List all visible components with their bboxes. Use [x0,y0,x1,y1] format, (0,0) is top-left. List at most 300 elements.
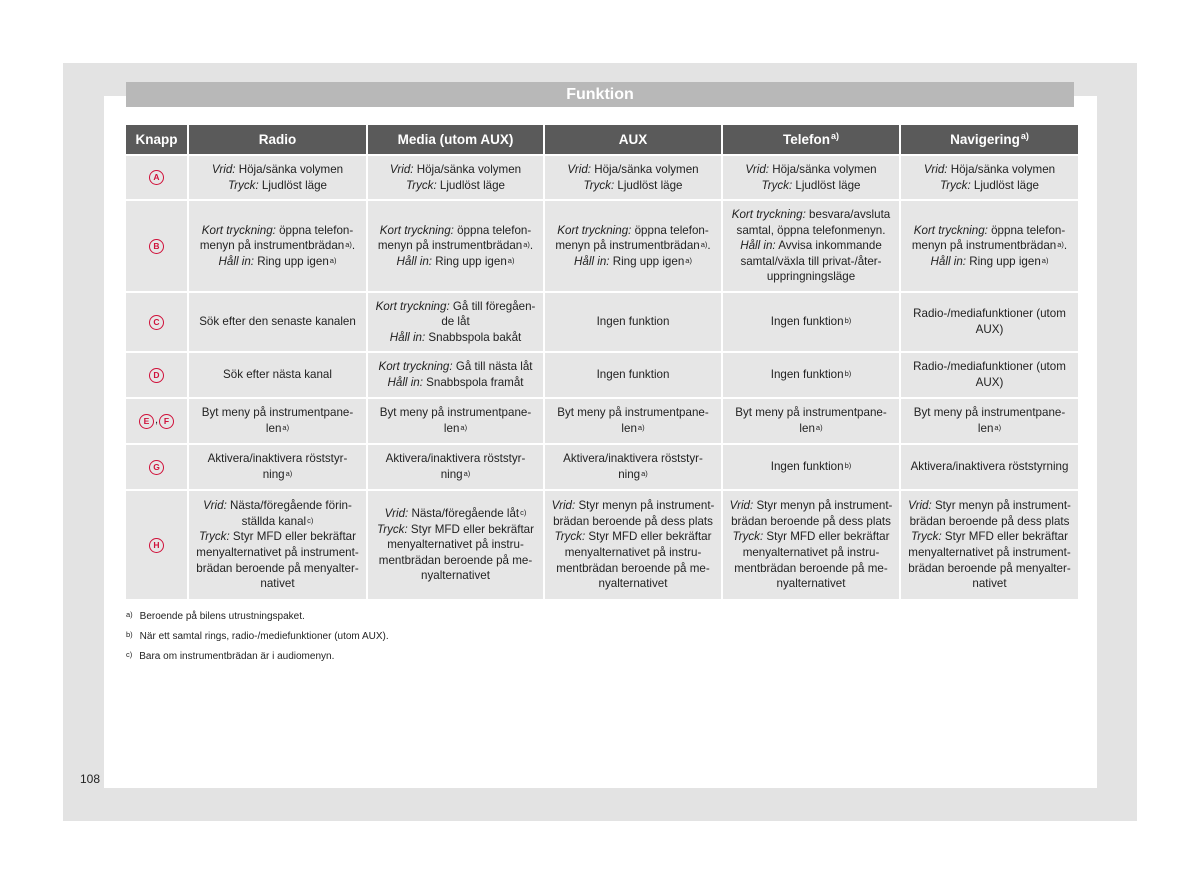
cell-line [373,238,538,254]
cell-line [550,367,716,383]
cell-text: Sök efter nästa kanal [223,368,332,382]
cell-radio [189,399,366,443]
table-row [126,293,1078,351]
footnote-ref: a) [282,423,290,432]
cell-text: ning [262,468,285,481]
cell-text: Byt meny på instrumentpane- [913,406,1066,420]
cell-line [728,576,894,592]
column-header-label: Telefon [782,132,830,147]
cell-text: Höja/sänka volymen [947,162,1056,176]
cell-text: mentbrädan beroende på me- [378,553,533,567]
cell-line [194,223,361,239]
cell-media [368,445,543,489]
button-g-icon: G [149,460,164,475]
cell-aux [545,293,721,351]
cell-line [728,529,894,545]
cell-line [194,162,361,178]
cell-text: Snabbspola framåt [422,376,524,389]
footnote-ref: a) [460,423,468,432]
cell-aux [545,445,721,489]
cell-text: nyalternativet [776,577,846,591]
cell-line [373,568,538,584]
cell-text: öppna telefon- [631,223,709,237]
cell-line [906,459,1073,475]
cell-line [728,459,894,475]
cell-line [194,467,361,483]
cell-text: ning [440,468,463,481]
cell-text: brädan beroende på menyalter- [196,561,359,575]
cell-text: Aktivera/inaktivera röststyr- [385,452,526,466]
cell-line [550,545,716,561]
knapp-cell [126,293,187,351]
cell-text: Styr MFD eller bekräftar [229,530,356,544]
button-c-icon: C [149,315,164,330]
cell-line [728,207,894,223]
action-label: Vrid: [567,162,591,176]
cell-text: Gå till nästa låt [452,360,533,374]
footnote-ref: a) [463,469,471,478]
action-label: Vrid: [389,162,414,176]
cell-text: nativet [972,577,1007,591]
cell-text: Styr MFD eller bekräftar [941,530,1068,544]
cell-text: Höja/sänka volymen [769,162,877,176]
cell-line [906,421,1073,437]
cell-media [368,156,543,199]
footnote-ref: a) [285,469,293,478]
action-label: Tryck: [377,522,408,536]
button-e-icon: E [139,414,154,429]
cell-line [550,254,716,270]
cell-navigering [901,399,1078,443]
cell-line [194,561,361,577]
cell-line [906,359,1073,375]
cell-line [373,299,538,315]
action-label: Tryck: [911,530,942,544]
cell-text: Styr MFD eller bekräftar [407,522,534,536]
cell-line [906,162,1073,178]
cell-line [728,269,894,285]
cell-telefon [723,353,899,397]
cell-line [194,451,361,467]
knapp-cell [126,399,187,443]
button-f-icon: F [159,414,174,429]
action-label: Kort tryckning: [731,208,806,222]
action-label: Håll in: [574,254,610,268]
cell-text: mentbrädan beroende på me- [734,561,888,575]
cell-line [550,238,716,254]
cell-text: uppringningsläge [766,270,856,284]
cell-line [373,405,538,421]
action-label: Tryck: [199,530,230,544]
cell-text: menyalternativet på instrument- [196,546,359,559]
footnote-ref: a) [523,240,530,250]
cell-text: Höja/sänka volymen [235,162,344,176]
cell-line [550,467,716,483]
cell-line [194,367,361,383]
cell-text: len [621,422,637,435]
cell-line [550,405,716,421]
cell-line [373,467,538,483]
cell-line [373,421,538,437]
column-header-label: Knapp [135,132,178,147]
footnote-mark: b) [126,630,133,639]
action-label: Tryck: [583,178,615,192]
cell-navigering [901,201,1078,291]
footnote [126,608,1026,628]
cell-aux [545,491,721,599]
footnote-ref: a) [830,131,839,141]
cell-text: Ingen funktion [596,315,670,329]
action-label: Håll in: [389,330,426,344]
separator: , [154,414,159,427]
cell-line [550,561,716,577]
footnote-ref: b) [844,316,852,326]
cell-radio [189,491,366,599]
knapp-cell [126,201,187,291]
cell-text: Ingen funktion [770,460,844,474]
cell-line [728,162,894,178]
cell-line [906,254,1073,270]
column-header-radio [189,125,366,154]
cell-line [550,514,716,530]
cell-text: Styr menyn på instrument- [931,499,1071,513]
cell-text: öppna telefon- [987,223,1066,237]
cell-media [368,353,543,397]
cell-navigering [901,445,1078,489]
cell-line [194,405,361,421]
cell-text: brädan beroende på dess plats [909,514,1070,528]
cell-text: Byt meny på instrumentpane- [557,406,709,420]
action-label: Tryck: [227,178,259,192]
cell-aux [545,353,721,397]
cell-line [194,576,361,592]
action-label: Håll in: [396,254,432,268]
action-label: Kort tryckning: [913,223,988,237]
cell-text: Byt meny på instrumentpane- [735,406,887,420]
action-label: Tryck: [405,178,437,192]
cell-radio [189,156,366,199]
cell-text: . [529,239,534,253]
cell-text: ning [618,468,641,481]
cell-aux [545,156,721,199]
footnotes [126,608,1026,668]
action-label: Vrid: [203,499,227,513]
column-header-media [368,125,543,154]
cell-text: Sök efter den senaste kanalen [199,315,356,329]
cell-navigering [901,156,1078,199]
cell-line [906,529,1073,545]
cell-line [373,506,538,522]
cell-text: Ljudlöst läge [970,178,1040,192]
footnote-ref: a) [815,423,823,432]
cell-text: Byt meny på instrumentpane- [379,406,532,420]
cell-radio [189,293,366,351]
action-label: Vrid: [551,499,576,513]
cell-text: Ingen funktion [770,368,844,382]
cell-text: Höja/sänka volymen [591,162,699,176]
action-label: Kort tryckning: [201,223,276,237]
footnote-text: När ett samtal rings, radio-/mediefunktioner (utom AUX). [139,631,389,642]
knapp-cell [126,491,187,599]
cell-line [373,359,538,375]
action-label: Håll in: [218,254,254,268]
cell-line [373,162,538,178]
action-label: Vrid: [384,507,409,521]
cell-text: Ring upp igen [966,254,1041,268]
cell-media [368,293,543,351]
cell-text: brädan beroende på menyalter- [908,561,1071,575]
footnote-ref: a) [685,255,692,265]
cell-text: Radio-/mediafunktioner (utom [913,360,1066,374]
footnote-ref: a) [329,255,337,265]
action-label: Kort tryckning: [379,223,454,237]
cell-line [550,451,716,467]
cell-telefon [723,491,899,599]
function-table [124,123,1080,601]
footnote [126,628,1026,648]
cell-text: Styr MFD eller bekräftar [763,530,890,544]
cell-line [906,561,1073,577]
footnote-ref: a) [641,469,648,478]
column-header-knapp [126,125,187,154]
cell-line [906,178,1073,194]
cell-text: len [443,422,460,435]
cell-line [906,498,1073,514]
cell-media [368,201,543,291]
cell-text: Styr menyn på instrument- [753,499,893,513]
footnote-ref: a) [1041,255,1049,265]
cell-telefon [723,399,899,443]
cell-radio [189,445,366,489]
column-header-label: Radio [258,132,297,147]
action-label: Håll in: [387,376,423,389]
cell-line [728,238,894,254]
cell-text: Ingen funktion [596,368,670,382]
action-label: Vrid: [729,499,754,513]
cell-line [906,545,1073,561]
footnote-ref: b) [844,461,852,471]
cell-line [728,314,894,330]
cell-text: Ring upp igen [432,254,507,268]
cell-line [728,498,894,514]
cell-line [373,553,538,569]
footnote-mark: c) [126,650,133,659]
table-row [126,399,1078,443]
cell-navigering [901,491,1078,599]
cell-line [373,314,538,330]
cell-radio [189,353,366,397]
cell-text: len [977,422,994,435]
table-header-row [126,125,1078,154]
cell-line [194,254,361,270]
cell-line [373,537,538,553]
cell-line [550,421,716,437]
table-row [126,353,1078,397]
page-number: 108 [80,772,101,786]
cell-text: Gå till föregåen- [449,299,536,313]
cell-media [368,491,543,599]
cell-line [373,451,538,467]
cell-line [550,314,716,330]
cell-line [550,529,716,545]
cell-text: Ring upp igen [609,254,685,268]
cell-text: brädan beroende på dess plats [553,514,713,528]
cell-line [194,314,361,330]
cell-text: samtal, öppna telefonmenyn. [736,223,886,237]
cell-radio [189,201,366,291]
cell-text: menyalternativet på instru- [564,546,702,559]
action-label: Vrid: [908,499,932,513]
cell-line [728,254,894,270]
knapp-cell [126,156,187,199]
column-header-navigering [901,125,1078,154]
footnote-text: Beroende på bilens utrustningspaket. [139,611,305,622]
cell-text: besvara/avsluta [805,208,891,222]
cell-line [906,238,1073,254]
cell-text: samtal/växla till privat-/åter- [740,254,882,268]
footnote [126,648,1026,668]
cell-text: ställda kanal [241,514,307,528]
cell-line [728,421,894,437]
cell-line [194,421,361,437]
cell-text: . [351,239,356,253]
cell-text: . [707,239,711,253]
cell-line [728,514,894,530]
footnote-ref: a) [345,240,352,250]
footnote-ref: a) [700,240,708,250]
cell-text: mentbrädan beroende på me- [556,561,710,575]
cell-line [194,514,361,530]
cell-line [550,178,716,194]
cell-telefon [723,445,899,489]
section-title: Funktion [126,82,1074,107]
button-a-icon: A [149,170,164,185]
cell-line [906,223,1073,239]
cell-text: Ring upp igen [254,254,329,268]
cell-text: Höja/sänka volymen [413,162,522,176]
cell-line [906,405,1073,421]
cell-text: Byt meny på instrumentpane- [201,406,354,420]
cell-telefon [723,293,899,351]
cell-text: Ljudlöst läge [792,178,861,192]
cell-telefon [723,156,899,199]
cell-line [194,178,361,194]
knapp-cell [126,445,187,489]
cell-line [194,238,361,254]
cell-text: menyn på instrumentbrädan [911,239,1057,253]
cell-line [550,162,716,178]
cell-text: Snabbspola bakåt [425,330,522,344]
cell-line [906,322,1073,338]
cell-line [373,522,538,538]
cell-line [906,375,1073,391]
cell-text: Ljudlöst läge [436,178,506,192]
cell-text: Ljudlöst läge [614,178,683,192]
cell-line [906,576,1073,592]
footnote-mark: a) [126,610,133,619]
cell-line [373,254,538,270]
cell-text: AUX) [975,376,1004,389]
table-row [126,156,1078,199]
cell-line [728,178,894,194]
cell-text: öppna telefon- [275,223,354,237]
cell-navigering [901,353,1078,397]
cell-text: Ingen funktion [770,315,844,329]
action-label: Vrid: [745,162,769,176]
cell-text: öppna telefon- [453,223,532,237]
action-label: Kort tryckning: [378,360,453,374]
table-row [126,445,1078,489]
cell-line [194,498,361,514]
footnote-ref: a) [507,255,515,265]
column-header-label: Navigering [950,132,1020,147]
action-label: Kort tryckning: [375,299,450,313]
cell-text: nativet [260,577,295,591]
cell-text: menyn på instrumentbrädan [555,239,700,253]
cell-text: Avvisa inkommande [775,239,882,253]
cell-text: Ljudlöst läge [258,178,328,192]
column-header-telefon [723,125,899,154]
cell-telefon [723,201,899,291]
column-header-label: AUX [618,132,648,147]
footnote-ref: a) [637,423,645,432]
cell-text: Nästa/föregående förin- [226,499,352,513]
table-row [126,491,1078,599]
cell-line [373,178,538,194]
cell-text: de låt [441,315,470,329]
cell-text: Styr menyn på instrument- [575,499,715,513]
cell-line [373,375,538,391]
cell-text: Radio-/mediafunktioner (utom [913,307,1066,321]
action-label: Vrid: [211,162,236,176]
cell-aux [545,399,721,443]
footnote-ref: a) [994,423,1002,432]
cell-text: len [799,422,815,435]
cell-line [906,514,1073,530]
cell-text: menyalternativet på instru- [742,546,880,559]
cell-text: AUX) [975,323,1004,336]
cell-line [373,330,538,346]
column-header-label: Media (utom AUX) [397,132,514,147]
button-b-icon: B [149,239,164,254]
cell-line [728,545,894,561]
action-label: Håll in: [740,239,776,253]
action-label: Tryck: [732,530,764,544]
cell-navigering [901,293,1078,351]
cell-text: Aktivera/inaktivera röststyrning [910,460,1069,474]
footnote-ref: a) [1020,131,1029,141]
cell-line [194,529,361,545]
cell-line [728,223,894,239]
cell-line [728,367,894,383]
action-label: Tryck: [939,178,971,192]
button-d-icon: D [149,368,164,383]
footnote-ref: c) [307,515,314,525]
cell-text: len [265,422,282,435]
footnote-ref: b) [844,369,852,379]
cell-text: . [1063,239,1068,253]
cell-line [728,405,894,421]
cell-line [550,576,716,592]
cell-text: Aktivera/inaktivera röststyr- [207,452,348,466]
cell-text: menyn på instrumentbrädan [199,239,345,253]
action-label: Tryck: [761,178,793,192]
table-row [126,201,1078,291]
footnote-text: Bara om instrumentbrädan är i audiomenyn. [139,651,335,662]
cell-text: Nästa/föregående låt [408,507,520,521]
cell-text: Aktivera/inaktivera röststyr- [563,452,703,466]
cell-line [906,306,1073,322]
